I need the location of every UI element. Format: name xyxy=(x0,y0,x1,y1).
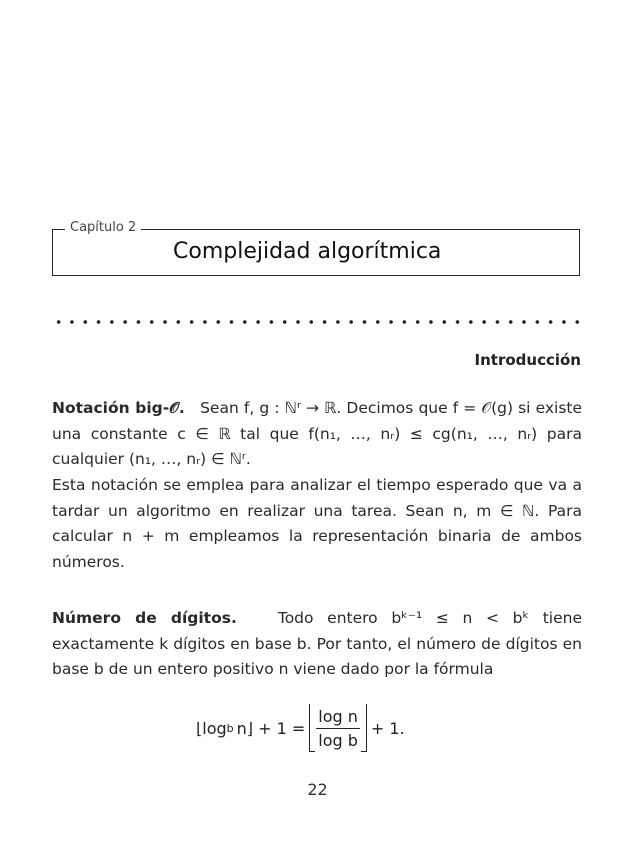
chapter-title: Complejidad algorítmica xyxy=(173,239,442,264)
formula-numerator: log n xyxy=(316,707,360,729)
digit-count-formula xyxy=(196,702,405,754)
digits-text: Todo entero bᵏ⁻¹ ≤ n < bᵏ tiene exactamente k dígitos en base b. Por tanto, el número de dígitos en base b de un entero positivo n viene dado por la fórmula xyxy=(52,609,583,678)
chapter-header-box xyxy=(52,220,580,276)
formula-denominator: log b xyxy=(318,730,358,750)
digits-heading: Número de dígitos. xyxy=(52,609,237,627)
formula-base: b xyxy=(226,721,234,735)
section-title: Introducción xyxy=(474,351,581,369)
notation-paragraph xyxy=(52,396,582,473)
notation-heading: Notación big-𝒪. xyxy=(52,399,185,417)
digits-paragraph xyxy=(52,606,582,683)
notation-usage-paragraph xyxy=(52,473,582,575)
notation-usage-text: Esta notación se emplea para analizar el tiempo esperado que va a tardar un algoritmo en realizar una tarea. Sean n, m ∈ ℕ. Para calcular n + m empleamos la representación binaria de ambos números. xyxy=(52,476,582,571)
chapter-label: Capítulo 2 xyxy=(65,220,141,235)
notation-text: Sean f, g : ℕʳ → ℝ. Decimos que f = 𝒪(g) si existe una constante c ∈ ℝ tal que f(n₁, …, nᵣ) ≤ cg(n₁, …, nᵣ) para cualquier (n₁, …, nᵣ) ∈ ℕʳ. xyxy=(52,399,583,468)
dotted-separator xyxy=(52,318,580,326)
page-number: 22 xyxy=(307,780,328,799)
formula-arg: n⌋ + 1 = xyxy=(236,718,306,738)
formula-left: ⌊log xyxy=(196,718,227,738)
formula-right: + 1. xyxy=(370,718,405,738)
formula-fraction xyxy=(309,704,367,752)
